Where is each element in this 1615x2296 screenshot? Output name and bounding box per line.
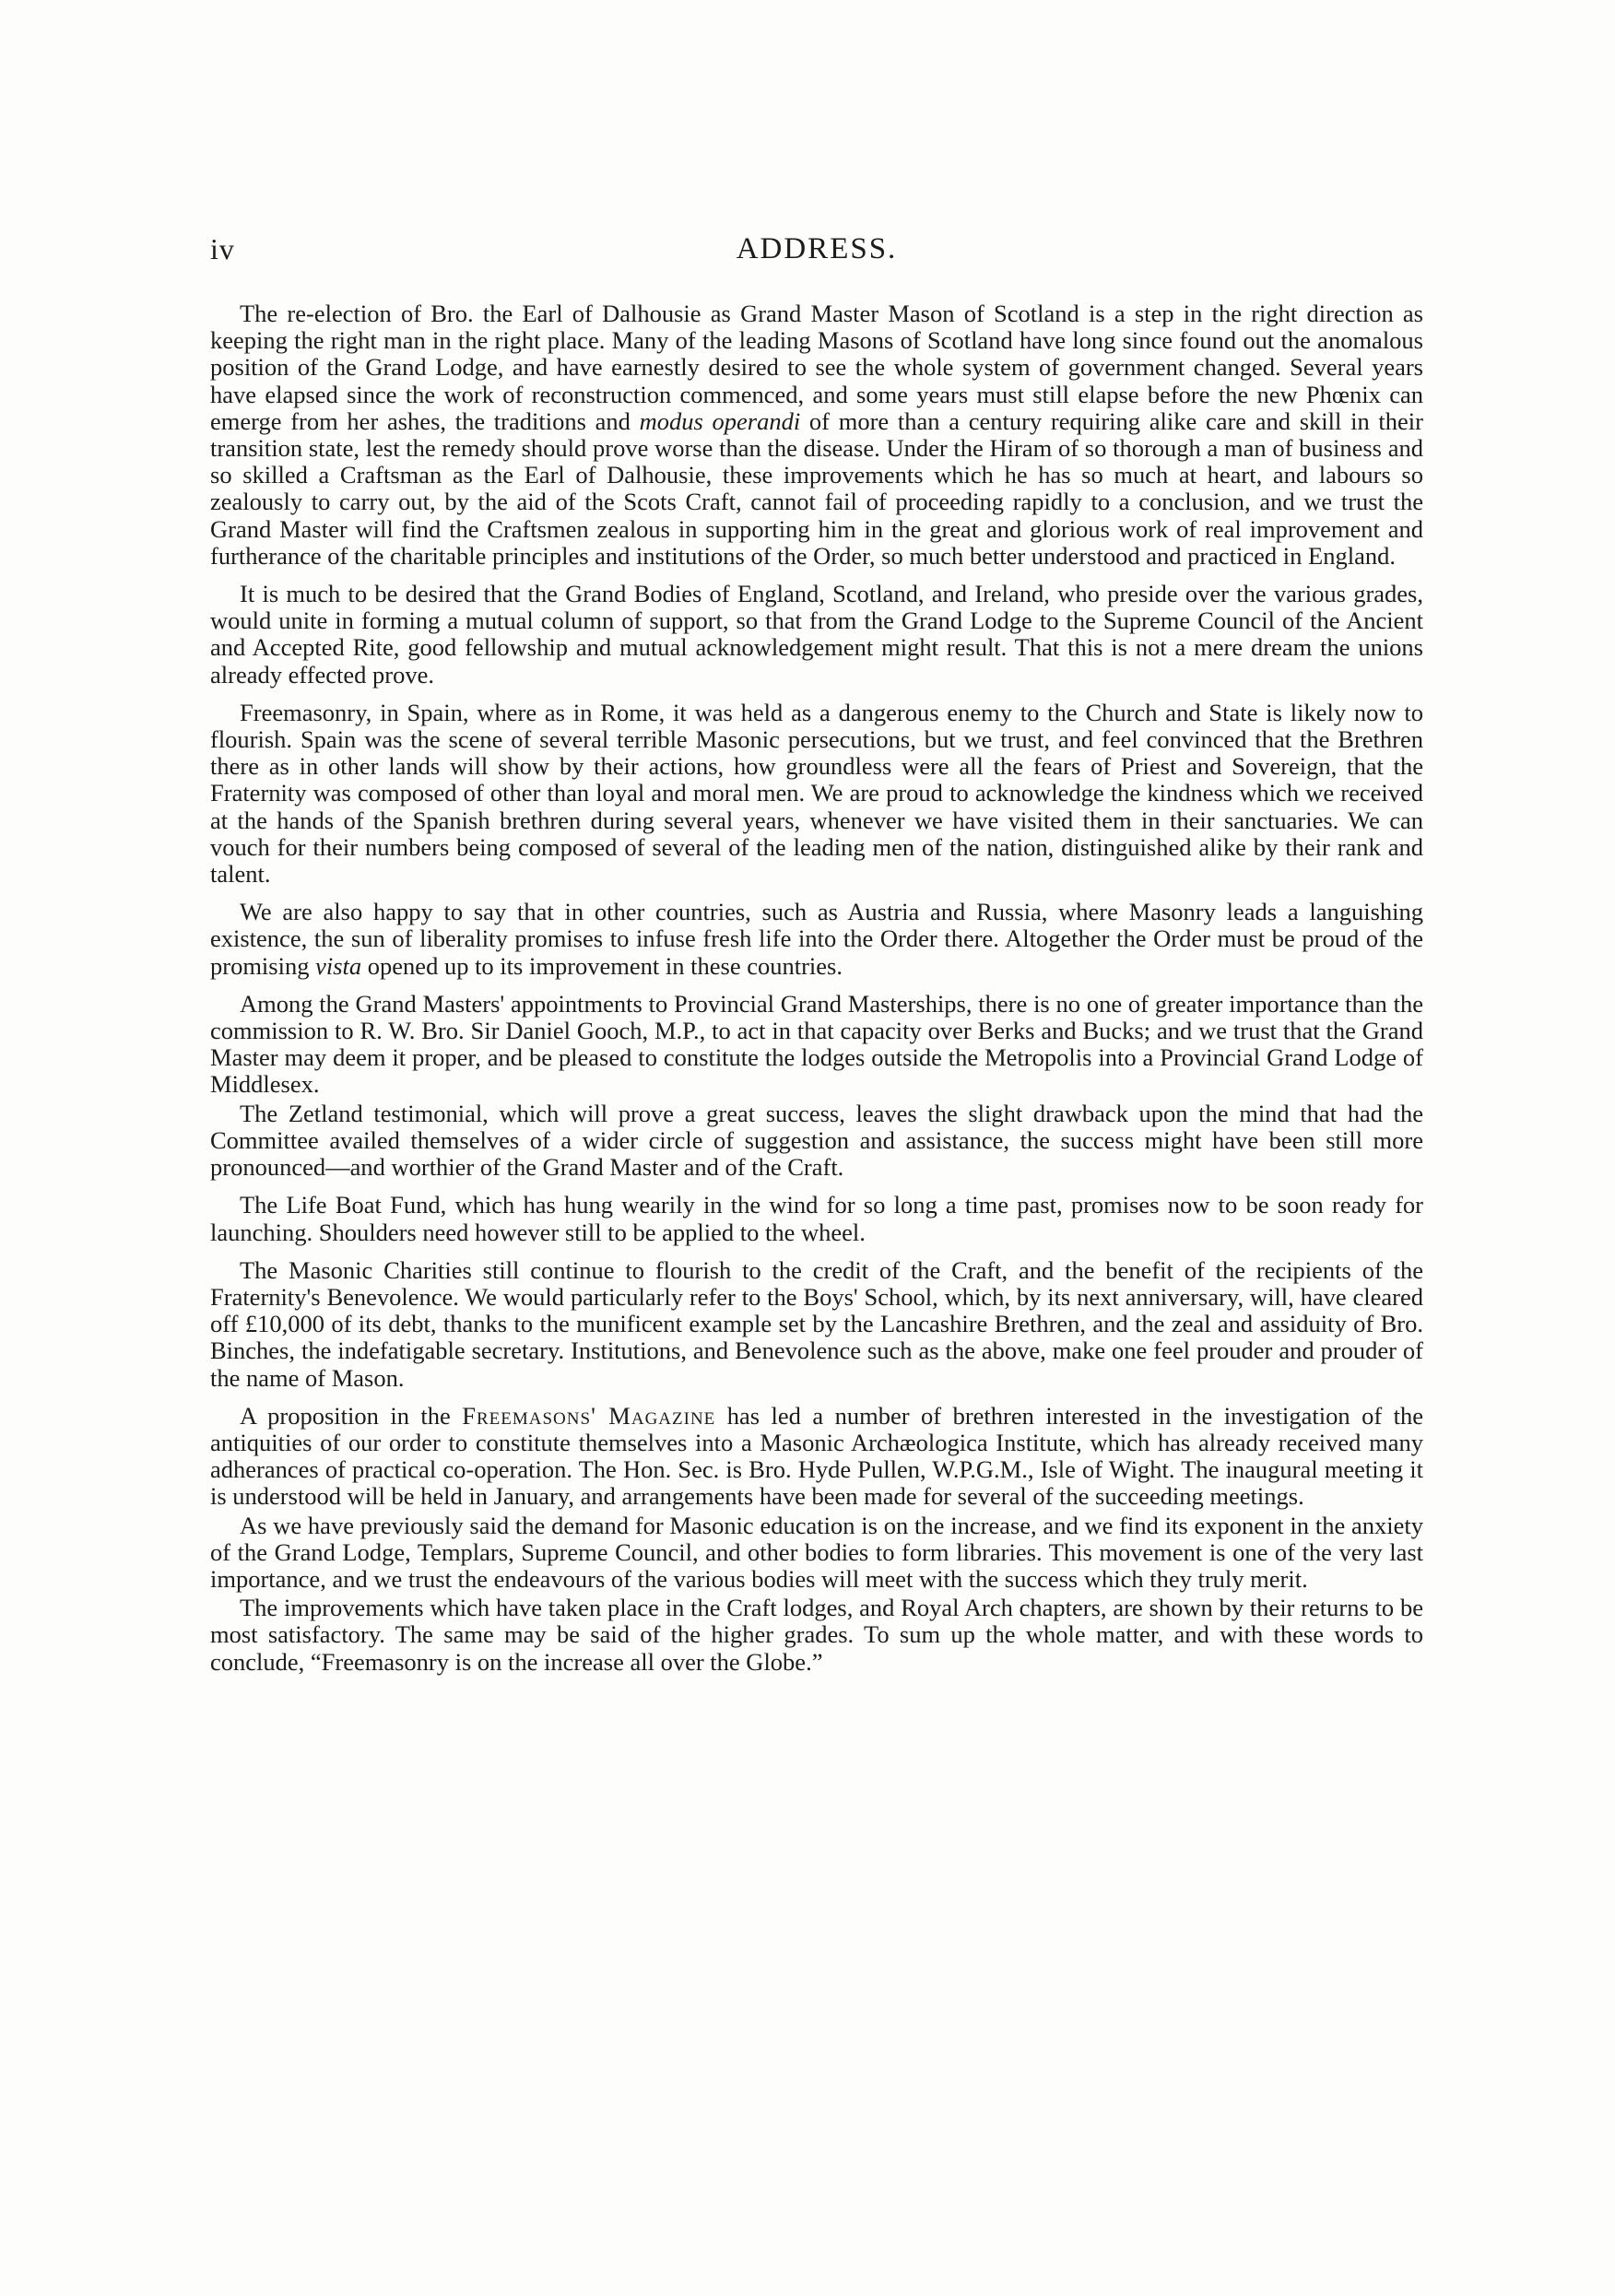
paragraph-text: The re-election of Bro. the Earl of Dalhousie as Grand Master Mason of Scotland is a step in the right direction as keeping the right man in the right place. Many of the leading Masons of Scotland have long since found out the anomalous position of the Grand Lodge, and have earnestly desired to see the whole system of government changed. Several years have elapsed since the work of reconstruction commenced, and some years must still elapse before the new Phœnix can emerge from her ashes, the traditions and bbox=[210, 300, 1423, 435]
paragraph-grand-bodies: It is much to be desired that the Grand Bodies of England, Scotland, and Ireland, who preside over the various grades, would unite in forming a mutual column of support, so that from the Grand Lodge to the Supreme Council of the Ancient and Accepted Rite, good fellowship and mutual acknowledgement might result. That this is not a mere dream the unions already effected prove. bbox=[210, 580, 1423, 689]
article-body bbox=[210, 300, 1423, 1676]
paragraph-archaeological-institute bbox=[210, 1403, 1423, 1511]
paragraph-text: A proposition in the bbox=[240, 1401, 463, 1430]
running-head-title: ADDRESS. bbox=[736, 232, 898, 265]
paragraph-text: of more than a century requiring alike care and skill in their transition state, lest the remedy should prove worse than the disease. Under the Hiram of so thorough a man of business and so skilled a Craftsman as the Earl of Dalhousie, these improvements which he has so much at heart, and labours so zealously to carry out, by the aid of the Scots Craft, cannot fail of proceeding rapidly to a conclusion, and we trust the Grand Master will find the Craftsmen zealous in supporting him in the great and glorious work of real improvement and furtherance of the charitable principles and institutions of the Order, so much better understood and practiced in England. bbox=[210, 406, 1423, 570]
page-number: iv bbox=[210, 232, 235, 265]
paragraph-text: opened up to its improvement in these countries. bbox=[361, 951, 843, 980]
paragraph-text: We are also happy to say that in other countries, such as Austria and Russia, where Masonry leads a languishing existence, the sun of liberality promises to infuse fresh life into the Order there. Altogether the Order must be proud of the promising bbox=[210, 898, 1423, 980]
paragraph-masonic-education: As we have previously said the demand for Masonic education is on the increase, and we find its exponent in the anxiety of the Grand Lodge, Templars, Supreme Council, and other bodies to form libraries. This movement is one of the very last importance, and we trust the endeavours of the various bodies will meet with the success which they truly merit. bbox=[210, 1511, 1423, 1593]
paragraph-appointments: Among the Grand Masters' appointments to Provincial Grand Masterships, there is no one of greater importance than the commission to R. W. Bro. Sir Daniel Gooch, M.P., to act in that capacity over Berks and Bucks; and we trust that the Grand Master may deem it proper, and be pleased to constitute the lodges outside the Metropolis into a Provincial Grand Lodge of Middlesex. bbox=[210, 989, 1423, 1099]
magazine-title: Freemasons' Magazine bbox=[462, 1401, 716, 1430]
page-header bbox=[210, 232, 1423, 273]
paragraph-zetland-testimonial: The Zetland testimonial, which will prove a great success, leaves the slight drawback upon the mind that had the Committee availed themselves of a wider circle of suggestion and assistance, the success might have been still more pronounced—and worthier of the Grand Master and of the Craft. bbox=[210, 1099, 1423, 1182]
paragraph-text: has led a number of brethren interested in the investigation of the antiquities of our order to constitute themselves into a Masonic Archæologica Institute, which has already received many adherances of practical co-operation. The Hon. Sec. is Bro. Hyde Pullen, W.P.G.M., Isle of Wight. The inaugural meeting it is understood will be held in January, and arrangements have been made for several of the succeeding meetings. bbox=[210, 1401, 1423, 1511]
italic-phrase: vista bbox=[315, 951, 362, 980]
paragraph-life-boat-fund: The Life Boat Fund, which has hung wearily in the wind for so long a time past, promises now to be soon ready for launching. Shoulders need however still to be applied to the wheel. bbox=[210, 1191, 1423, 1246]
italic-phrase: modus operandi bbox=[639, 406, 801, 435]
paragraph-dalhousie bbox=[210, 300, 1423, 570]
paragraph-masonic-charities: The Masonic Charities still continue to flourish to the credit of the Craft, and the benefit of the recipients of the Fraternity's Benevolence. We would particularly refer to the Boys' School, which, by its next anniversary, will, have cleared off £10,000 of its debt, thanks to the munificent example set by the Lancashire Brethren, and the zeal and assiduity of Bro. Binches, the indefatigable secretary. Institutions, and Benevolence such as the above, make one feel prouder and prouder of the name of Mason. bbox=[210, 1255, 1423, 1392]
paragraph-other-countries bbox=[210, 899, 1423, 980]
paragraph-spain: Freemasonry, in Spain, where as in Rome, it was held as a dangerous enemy to the Church and State is likely now to flourish. Spain was the scene of several terrible Masonic persecutions, but we trust, and feel convinced that the Brethren there as in other lands will show by their actions, how groundless were all the fears of Priest and Sovereign, that the Fraternity was composed of other than loyal and moral men. We are proud to acknowledge the kindness which we received at the hands of the Spanish brethren during several years, whenever we have visited them in their sanctuaries. We can vouch for their numbers being composed of several of the leading men of the nation, distinguished alike by their rank and talent. bbox=[210, 698, 1423, 889]
paragraph-conclusion: The improvements which have taken place in the Craft lodges, and Royal Arch chapters, are shown by their returns to be most satisfactory. The same may be said of the higher grades. To sum up the whole matter, and with these words to conclude, “Freemasonry is on the increase all over the Globe.” bbox=[210, 1594, 1423, 1676]
